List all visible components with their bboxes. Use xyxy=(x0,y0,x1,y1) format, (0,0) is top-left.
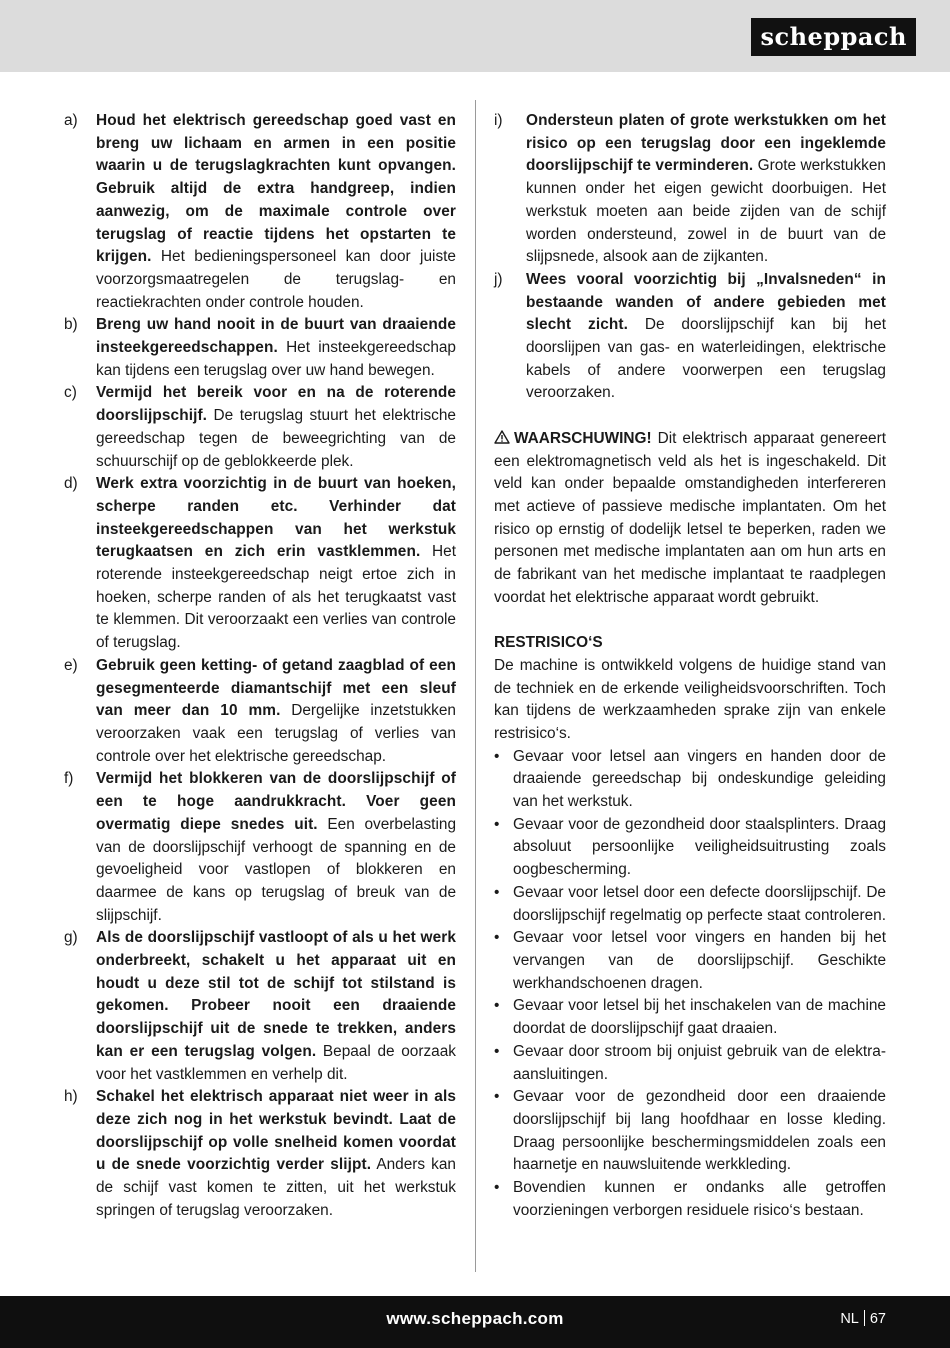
list-item-text: Gevaar voor de gezondheid door staalsplinters. Draag absoluut persoonlijke veiligheidsuitrusting zoals oogbescherming. xyxy=(513,815,886,879)
bullet-icon: • xyxy=(494,1042,500,1060)
item-body xyxy=(96,110,456,314)
item-body xyxy=(96,473,456,655)
bullet-icon: • xyxy=(494,1088,500,1106)
bullet-icon: • xyxy=(494,815,500,833)
item-text: Dergelijke inzetstukken veroorzaken vaak een terugslag of verlies van controle over het elektrische gereedschap. xyxy=(96,702,456,765)
bullet-icon: • xyxy=(494,747,500,765)
item-body xyxy=(526,269,886,405)
list-item xyxy=(494,746,886,814)
column-divider xyxy=(475,100,476,1272)
residual-risks-intro: De machine is ontwikkeld volgens de huidige stand van de techniek en de erkende veiligheidsvoorschriften. Toch kan tijdens de werkzaamheden sprake zijn van enkele restrisico‘s. xyxy=(494,656,886,742)
item-bold-text: Als de doorslijpschijf vastloopt of als u het werk onderbreekt, schakelt u het apparaat uit en houdt u deze stil tot de schijf tot stilstand is gekomen. Probeer nooit een draaiende doorslijpschijf uit de snede te trekken, anders kan er een terugslag volgen. xyxy=(96,929,456,1060)
item-bold-text: Gebruik geen ketting- of getand zaagblad of een gesegmenteerde diamantschijf met een sleuf van meer dan 10 mm. xyxy=(96,656,456,720)
safety-item xyxy=(64,473,456,655)
item-bold-text: Wees vooral voorzichtig bij „Invalsneden“ in bestaande wanden of andere gebieden met slecht zicht. xyxy=(526,270,886,334)
safety-item xyxy=(64,768,456,927)
safety-item xyxy=(64,655,456,769)
item-letter: g) xyxy=(64,929,78,947)
residual-risks-heading: RESTRISICO‘S xyxy=(494,634,603,652)
item-letter: j) xyxy=(494,270,503,288)
item-letter: b) xyxy=(64,316,78,334)
list-item-text: Gevaar voor letsel aan vingers en handen door de draaiende gereedschap bij ondeskundige geleiding van het werkstuk. xyxy=(513,747,886,811)
list-item xyxy=(494,927,886,995)
item-bold-text: Werk extra voorzichtig in de buurt van hoeken, scherpe randen etc. Verhinder dat insteekgereedschappen van het werkstuk terugkaatsen en zich erin vastklemmen. xyxy=(96,475,456,561)
item-letter: e) xyxy=(64,656,78,674)
item-text: De doorslijpschijf kan bij het doorslijpen van gas- en waterleidingen, elektrische kabels of andere voorwerpen een terugslag veroorzaken. xyxy=(526,316,886,402)
item-letter: a) xyxy=(64,112,78,129)
list-item-text: Gevaar door stroom bij onjuist gebruik van de elektra-aansluitingen. xyxy=(513,1042,886,1083)
list-item-text: Gevaar voor letsel door een defecte doorslijpschijf. De doorslijpschijf regelmatig op perfecte staat controleren. xyxy=(513,883,886,924)
item-bold-text: Vermijd het bereik voor en na de roterende doorslijpschijf. xyxy=(96,384,456,425)
safety-item xyxy=(64,1086,456,1222)
item-text: Het roterende insteekgereedschap neigt ertoe zich in hoeken, scherpe randen of als het terugkaatst vast te klemmen. Dit veroorzaakt een verlies van controle of terugslag. xyxy=(96,543,456,652)
warning-title: WAARSCHUWING! xyxy=(514,429,652,447)
list-item xyxy=(494,1177,886,1222)
list-item-text: Bovendien kunnen er ondanks alle getroffen voorzieningen verborgen residuele risico‘s bestaan. xyxy=(513,1179,886,1219)
item-letter: h) xyxy=(64,1088,78,1106)
warning-text: Dit elektrisch apparaat genereert een elektromagnetisch veld als het is ingeschakeld. Dit veld kan onder bepaalde omstandigheden interfereren met actieve of passieve medische implantaten. Om het risico op ernstig of dodelijk letsel te beperken, raden we personen met medische implantaten aan om hun arts en de fabrikant van het medische implantaat te raadplegen voordat het elektrische apparaat wordt gebruikt. xyxy=(494,429,886,606)
brand-logo: scheppach xyxy=(751,18,916,56)
safety-item xyxy=(494,269,886,405)
item-bold-text: Schakel het elektrisch apparaat niet weer in als deze zich nog in het werkstuk bevindt. Laat de doorslijpschijf op volle snelheid komen voordat u de snede voorzichtig verder slijpt. xyxy=(96,1088,456,1174)
page-indicator xyxy=(840,1310,886,1327)
list-item xyxy=(494,1086,886,1177)
list-item-text: Gevaar voor letsel bij het inschakelen van de machine doordat de doorslijpschijf gaat draaien. xyxy=(513,997,886,1038)
safety-item xyxy=(64,110,456,314)
item-letter: d) xyxy=(64,475,78,493)
safety-item xyxy=(64,314,456,382)
item-bold-text: Breng uw hand nooit in de buurt van draaiende insteekgereedschappen. xyxy=(96,316,456,357)
page-header xyxy=(0,0,950,72)
list-item-text: Gevaar voor letsel voor vingers en handen bij het vervangen van de doorslijpschijf. Geschikte werkhandschoenen dragen. xyxy=(513,929,886,992)
safety-item xyxy=(64,382,456,473)
bullet-icon: • xyxy=(494,883,500,901)
list-item xyxy=(494,1041,886,1086)
page-number: 67 xyxy=(869,1311,886,1327)
list-item-text: Gevaar voor de gezondheid door een draaiende doorslijpschijf bij lang hoofdhaar en losse kleding. Draag persoonlijke beschermingsmiddelen zoals een haarnetje en nauwsluitende werkkleding. xyxy=(513,1088,886,1174)
bullet-icon: • xyxy=(494,1179,500,1197)
item-letter: f) xyxy=(64,770,74,788)
safety-item xyxy=(64,927,456,1086)
warning-paragraph xyxy=(494,428,886,610)
item-text: Het bedieningspersoneel kan door juiste voorzorgsmaatregelen de terugslag- en reactiekrachten onder controle houden. xyxy=(96,248,456,311)
item-body xyxy=(96,927,456,1086)
list-item xyxy=(494,995,886,1040)
item-text: Bepaal de oorzaak voor het vastklemmen en verhelp dit. xyxy=(96,1042,456,1083)
list-item xyxy=(494,814,886,882)
website-link[interactable]: www.scheppach.com xyxy=(386,1309,564,1328)
item-letter: c) xyxy=(64,384,77,402)
warning-triangle-icon xyxy=(494,430,510,444)
list-item xyxy=(494,882,886,927)
item-bold-text: Vermijd het blokkeren van de doorslijpschijf of een te hoge aandrukkracht. Voer geen overmatig diepe snedes uit. xyxy=(96,770,456,833)
language-code: NL xyxy=(840,1311,859,1327)
item-letter: i) xyxy=(494,112,503,129)
item-text: Grote werkstukken kunnen onder het eigen gewicht doorbuigen. Het werkstuk moeten aan beide zijden van de schijf worden ondersteund, zowel in de buurt van de slijpsnede, alsook aan de zijkanten. xyxy=(526,157,886,266)
item-body xyxy=(96,382,456,473)
item-body xyxy=(96,314,456,382)
item-text: Een overbelasting van de doorslijpschijf verhoogt de spanning en de gevoeligheid voor vastlopen of blokkeren en daarmee de kans op terugslag of breuk van de slijpschijf. xyxy=(96,815,456,924)
spacer xyxy=(494,609,886,632)
item-bold-text: Ondersteun platen of grote werkstukken om het risico op een terugslag door een ingeklemde doorslijpschijf te verminderen. xyxy=(526,112,886,175)
item-body xyxy=(96,768,456,927)
spacer xyxy=(494,405,886,428)
page-footer xyxy=(0,1296,950,1348)
bullet-icon: • xyxy=(494,929,500,947)
item-body xyxy=(96,1086,456,1222)
left-column xyxy=(64,110,456,1222)
item-body xyxy=(526,110,886,269)
item-text: Het insteekgereedschap kan tijdens een terugslag over uw hand bewegen. xyxy=(96,339,456,379)
bullet-icon: • xyxy=(494,997,500,1015)
item-text: Anders kan de schijf vast komen te zitten, uit het werkstuk springen of terugslag veroorzaken. xyxy=(96,1156,456,1219)
item-bold-text: Houd het elektrisch gereedschap goed vast en breng uw lichaam en armen in een positie waarin u de terugslagkrachten kunt opvangen. Gebruik altijd de extra handgreep, indien aanwezig, om de maximale controle over terugslag of reactie tijdens het opstarten te krijgen. xyxy=(96,112,456,266)
item-text: De terugslag stuurt het elektrische gereedschap tegen de beweegrichting van de schuurschijf op de geblokkeerde plek. xyxy=(96,407,456,470)
item-body xyxy=(96,655,456,769)
page-separator xyxy=(864,1310,865,1326)
safety-item xyxy=(494,110,886,269)
right-column xyxy=(494,110,886,1222)
